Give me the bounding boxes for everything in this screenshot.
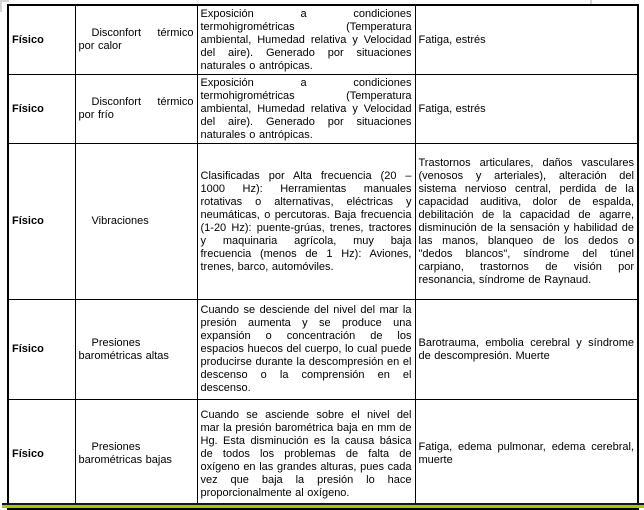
category-cell: Físico <box>8 144 75 300</box>
description-cell: Exposición a condiciones termohigrométricas (Temperatura ambiental, Humedad relativa y Velocidad del aire). Generado por situaciones naturales o antrópicas. <box>197 5 415 75</box>
effects-cell: Barotrauma, embolia cerebral y síndrome de descompresión. Muerte <box>415 300 638 400</box>
effects-cell: Fatiga, estrés <box>415 75 638 144</box>
hazard-cell: Vibraciones <box>75 144 197 300</box>
description-cell: Cuando se desciende del nivel del mar la presión aumenta y se produce una expansión o concentración de los espacios huecos del cuerpo, lo cual puede producirse durante la descompresión en el descenso o la comprensión en el descenso. <box>197 300 415 400</box>
hazard-cell: Disconfort térmico por frío <box>75 75 197 144</box>
hazards-table <box>7 4 639 510</box>
hazard-cell: Disconfort térmico por calor <box>75 5 197 75</box>
effects-cell: Fatiga, edema pulmonar, edema cerebral, muerte <box>415 400 638 510</box>
table-row <box>8 400 638 510</box>
category-cell: Físico <box>8 300 75 400</box>
category-cell: Físico <box>8 5 75 75</box>
table-row <box>8 5 638 75</box>
category-cell: Físico <box>8 400 75 510</box>
effects-cell: Trastornos articulares, daños vasculares (venosos y arteriales), alteración del sistema nervioso central, perdida de la capacidad auditiva, dolor de espalda, debilitación de la capacidad de agarre, disminución de la sensación y habilidad de las manos, blanqueo de los dedos o "dedos blancos", síndrome del túnel carpiano, trastornos de visión por resonancia, síndrome de Raynaud. <box>415 144 638 300</box>
hazard-cell: Presiones barométricas altas <box>75 300 197 400</box>
green-bar <box>2 503 644 508</box>
table-row <box>8 300 638 400</box>
hazard-cell: Presiones barométricas bajas <box>75 400 197 510</box>
table-row <box>8 75 638 144</box>
description-cell: Cuando se asciende sobre el nivel del mar la presión barométrica baja en mm de Hg. Esta disminución es la causa básica de todos los problemas de falta de oxígeno en las grandes alturas, pues cada vez que baja la presión lo hace proporcionalmente al oxígeno. <box>197 400 415 510</box>
category-cell: Físico <box>8 75 75 144</box>
table-row <box>8 144 638 300</box>
description-cell: Exposición a condiciones termohigrométricas (Temperatura ambiental, Humedad relativa y Velocidad del aire). Generado por situaciones naturales o antrópicas. <box>197 75 415 144</box>
description-cell: Clasificadas por Alta frecuencia (20 – 1000 Hz): Herramientas manuales rotativas o alternativas, eléctricas y neumáticas, o percutoras. Baja frecuencia (1-20 Hz): puente-grúas, trenes, tractores y maquinaria agrícola, muy baja frecuencia (menos de 1 Hz): Aviones, trenes, barco, automóviles. <box>197 144 415 300</box>
effects-cell: Fatiga, estrés <box>415 5 638 75</box>
